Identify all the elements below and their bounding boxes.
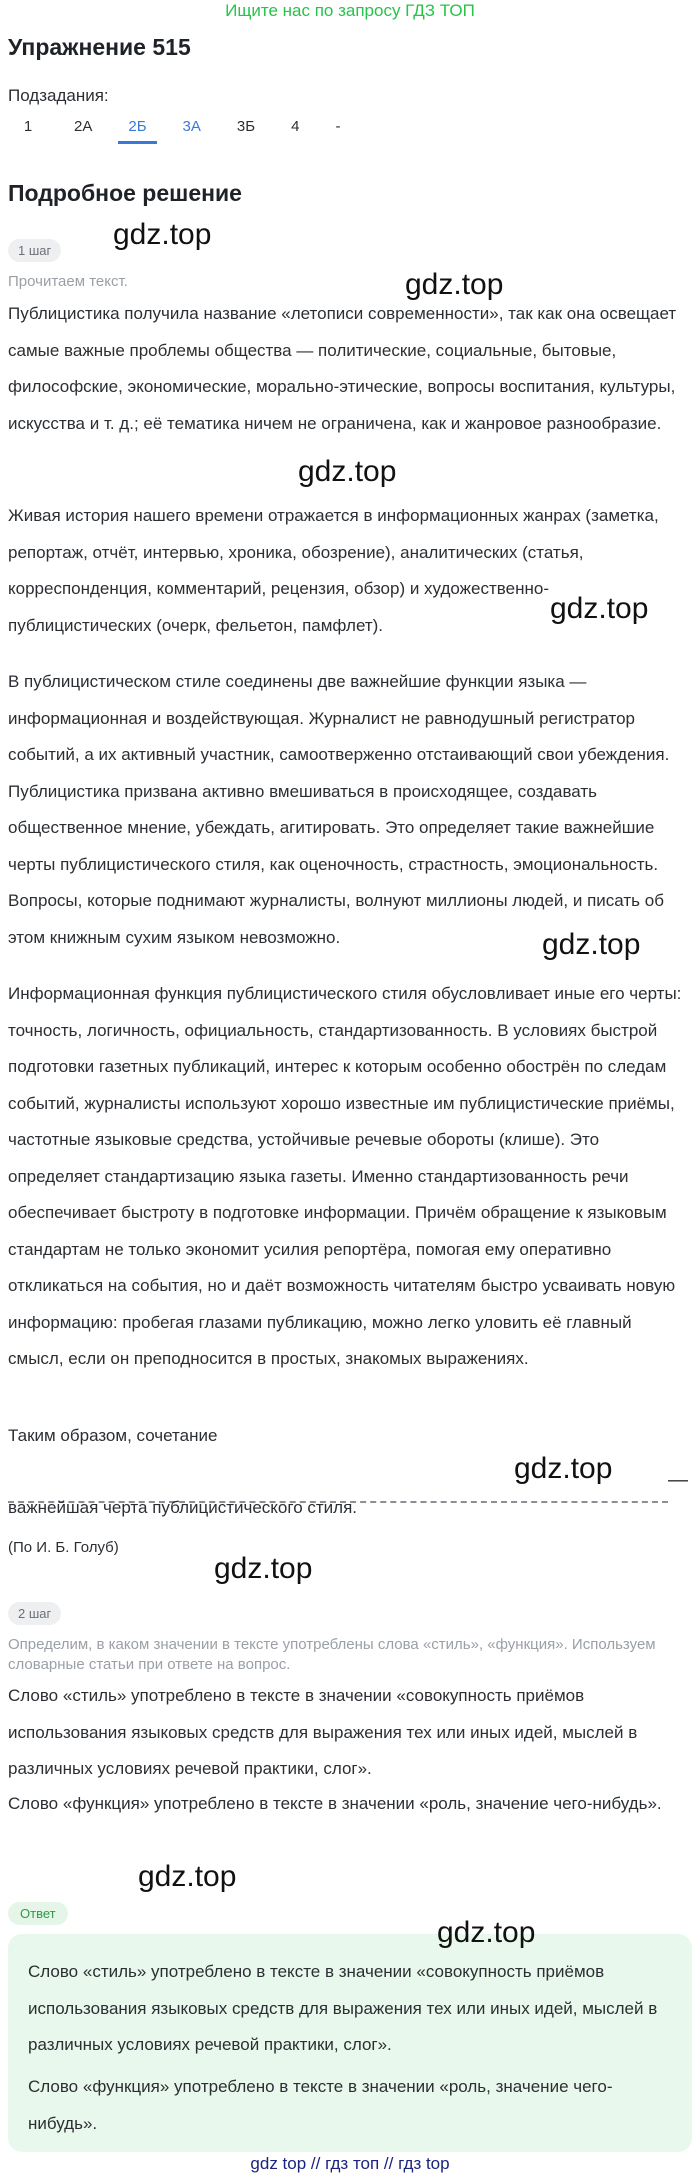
answer-paragraph-1: Слово «стиль» употреблено в тексте в значении «совокупность приёмов использования языковых средств для выражения тех или иных идей, мыслей в различных условиях речевой практики, слог». <box>28 1962 658 2054</box>
step-2-paragraph-1: Слово «стиль» употреблено в тексте в значении «совокупность приёмов использования языковых средств для выражения тех или иных идей, мыслей в различных условиях речевой практики, слог». <box>8 1686 638 1778</box>
step-2-badge: 2 шаг <box>8 1602 61 1625</box>
step-2-paragraph-2: Слово «функция» употреблено в тексте в значении «роль, значение чего-нибудь». <box>8 1794 662 1813</box>
watermark: gdz.top <box>138 1860 237 1893</box>
watermark: gdz.top <box>298 455 397 488</box>
step-2-hint: Определим, в каком значении в тексте употреблены слова «стиль», «функция». Используем словарные статьи при ответе на вопрос. <box>8 1636 656 1673</box>
solution-title: Подробное решение <box>8 180 242 206</box>
search-banner: Ищите нас по запросу ГДЗ ТОП <box>225 1 475 20</box>
tab-4[interactable]: 4 <box>291 118 300 135</box>
watermark: gdz.top <box>437 1916 536 1949</box>
step-1-paragraph-6: важнейшая черта публицистического стиля. <box>8 1498 358 1517</box>
step-1-paragraph-5: Таким образом, сочетание <box>8 1426 218 1445</box>
subtask-tabs <box>8 110 366 148</box>
tab-3a[interactable]: 3А <box>182 118 201 135</box>
step-1-paragraph-3: В публицистическом стиле соединены две важнейшие функции языка — информационная и воздействующая. Журналист не равнодушный регистратор событий, а их активный участник, самоотверженно отстаивающий свои убеждения. Публицистика призвана активно вмешиваться в происходящее, создавать общественное мнение, убеждать, агитировать. Это определяет такие важнейшие черты публицистического стиля, как оценочность, страстность, эмоциональность. Вопросы, которые поднимают журналисты, волнуют миллионы людей, и писать об этом книжным сухим языком невозможно. <box>8 672 670 947</box>
step-1-badge: 1 шаг <box>8 239 61 262</box>
answer-badge: Ответ <box>8 1902 68 1925</box>
tab-3b[interactable]: 3Б <box>236 118 256 135</box>
watermark: gdz.top <box>405 268 504 301</box>
tab-1[interactable]: 1 <box>23 118 33 135</box>
step-1-paragraph-2: Живая история нашего времени отражается в информационных жанрах (заметка, репортаж, отчёт, интервью, хроника, обозрение), аналитических (статья, корреспонденция, комментарий, рецензия, обзор) и художественно-публицистических (очерк, фельетон, памфлет). <box>8 506 659 635</box>
blank-dash: — <box>668 1469 688 1491</box>
subtasks-label: Подзадания: <box>8 86 109 105</box>
watermark: gdz.top <box>113 218 212 251</box>
step-1-paragraph-1: Публицистика получила название «летописи современности», так как она освещает самые важные проблемы общества — политические, социальные, бытовые, философские, экономические, морально-этические, вопросы воспитания, культуры, искусства и т. д.; её тематика ничем не ограничена, как и жанровое разнообразие. <box>8 304 677 433</box>
tab-2a[interactable]: 2А <box>74 118 93 135</box>
step-1-source: (По И. Б. Голуб) <box>8 1539 119 1556</box>
answer-box <box>8 1934 692 2152</box>
watermark: gdz.top <box>514 1452 613 1485</box>
tab-2b[interactable]: 2Б <box>118 110 156 144</box>
step-1-hint: Прочитаем текст. <box>8 273 128 290</box>
watermark: gdz.top <box>542 928 641 961</box>
watermark: gdz.top <box>550 592 649 625</box>
step-1-paragraph-4: Информационная функция публицистического стиля обусловливает иные его черты: точность, логичность, официальность, стандартизованность. В условиях быстрой подготовки газетных публикаций, интерес к которым особенно обострён по следам событий, журналисты используют хорошо известные им публицистические приёмы, частотные языковые средства, устойчивые речевые обороты (клише). Это определяет стандартизацию языка газеты. Именно стандартизованность речи обеспечивает быстроту в подготовке информации. Причём обращение к языковым стандартам не только экономит усилия репортёра, помогая ему оперативно откликаться на события, но и даёт возможность читателям быстро усваивать новую информацию: пробегая глазами публикацию, можно легко уловить её главный смысл, если он преподносится в простых, знакомых выражениях. <box>8 984 682 1368</box>
watermark: gdz.top <box>214 1552 313 1585</box>
footer-links[interactable]: gdz top // гдз топ // гдз top <box>250 2154 450 2173</box>
tab-dash[interactable]: - <box>335 118 341 135</box>
answer-paragraph-2: Слово «функция» употреблено в тексте в значении «роль, значение чего-нибудь». <box>28 2077 613 2133</box>
page-title: Упражнение 515 <box>8 34 191 60</box>
